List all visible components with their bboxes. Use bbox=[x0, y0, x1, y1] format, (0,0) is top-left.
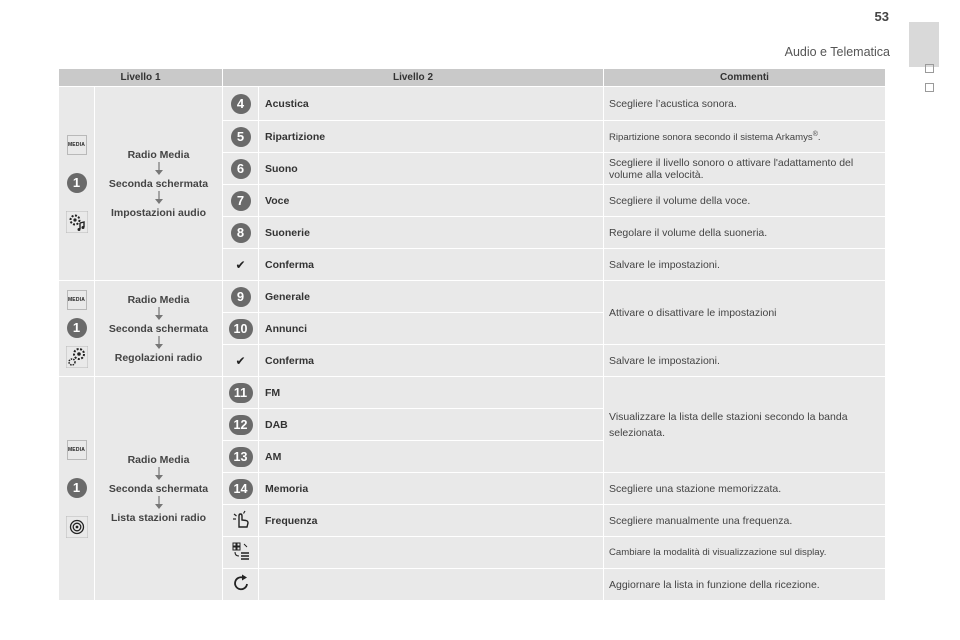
sidebar-square-outline bbox=[925, 83, 934, 92]
function-label: Conferma bbox=[259, 345, 604, 377]
function-label: AM bbox=[259, 441, 604, 473]
function-label: FM bbox=[259, 377, 604, 409]
step-badge: 11 bbox=[229, 383, 253, 403]
down-arrow-icon bbox=[153, 191, 165, 205]
audio-settings-icon bbox=[66, 211, 88, 233]
menu-path bbox=[95, 377, 223, 601]
section-title: Audio e Telematica bbox=[784, 45, 890, 59]
down-arrow-icon bbox=[153, 162, 165, 176]
group-icon-cell bbox=[59, 281, 95, 377]
step-badge: 12 bbox=[229, 415, 253, 435]
path-step: Seconda schermata bbox=[108, 177, 209, 190]
checkmark-icon: ✔ bbox=[235, 353, 246, 368]
group-icon-cell bbox=[59, 87, 95, 281]
path-step: Lista stazioni radio bbox=[110, 511, 207, 524]
comment-text: Salvare le impostazioni. bbox=[604, 249, 886, 281]
path-step: Radio Media bbox=[127, 453, 190, 466]
group-icon-cell bbox=[59, 377, 95, 601]
path-step: Regolazioni radio bbox=[114, 351, 203, 364]
function-label: Annunci bbox=[259, 313, 604, 345]
function-label: Suono bbox=[259, 153, 604, 185]
path-step: Seconda schermata bbox=[108, 482, 209, 495]
checkmark-icon: ✔ bbox=[235, 257, 246, 272]
down-arrow-icon bbox=[153, 307, 165, 321]
path-step: Radio Media bbox=[127, 148, 190, 161]
column-header-level2: Livello 2 bbox=[223, 69, 604, 87]
path-step: Seconda schermata bbox=[108, 322, 209, 335]
station-list-icon bbox=[66, 516, 88, 538]
function-label: Acustica bbox=[259, 87, 604, 121]
settings-table bbox=[58, 68, 886, 601]
down-arrow-icon bbox=[153, 336, 165, 350]
function-label: Frequenza bbox=[259, 505, 604, 537]
comment-text: Scegliere il livello sonoro o attivare l'adattamento del volume alla velocità. bbox=[604, 153, 886, 185]
comment-text: Scegliere manualmente una frequenza. bbox=[604, 505, 886, 537]
column-header-comments: Commenti bbox=[604, 69, 886, 87]
step-badge: 6 bbox=[231, 159, 251, 179]
comment-text: Ripartizione sonora secondo il sistema Arkamys®. bbox=[604, 121, 886, 153]
comment-text: Scegliere il volume della voce. bbox=[604, 185, 886, 217]
down-arrow-icon bbox=[153, 467, 165, 481]
function-label: DAB bbox=[259, 409, 604, 441]
step-badge: 4 bbox=[231, 94, 251, 114]
step-badge: 8 bbox=[231, 223, 251, 243]
function-label: Memoria bbox=[259, 473, 604, 505]
radio-settings-icon bbox=[66, 346, 88, 368]
comment-text: Aggiornare la lista in funzione della ricezione. bbox=[604, 569, 886, 601]
step-badge: 13 bbox=[229, 447, 253, 467]
column-header-level1: Livello 1 bbox=[59, 69, 223, 87]
comment-text: Regolare il volume della suoneria. bbox=[604, 217, 886, 249]
step-badge: 14 bbox=[229, 479, 253, 499]
function-label: Ripartizione bbox=[259, 121, 604, 153]
sidebar-tab bbox=[909, 22, 939, 67]
sidebar-square-outline bbox=[925, 64, 934, 73]
step-badge: 10 bbox=[229, 319, 253, 339]
menu-path bbox=[95, 87, 223, 281]
function-label: Suonerie bbox=[259, 217, 604, 249]
function-label: Voce bbox=[259, 185, 604, 217]
step-badge: 1 bbox=[67, 478, 87, 498]
step-badge: 9 bbox=[231, 287, 251, 307]
comment-text: Scegliere una stazione memorizzata. bbox=[604, 473, 886, 505]
media-icon: MEDIA bbox=[67, 135, 87, 155]
function-label: Conferma bbox=[259, 249, 604, 281]
comment-text: Visualizzare la lista delle stazioni secondo la banda selezionata. bbox=[604, 377, 886, 473]
step-badge: 7 bbox=[231, 191, 251, 211]
media-icon: MEDIA bbox=[67, 440, 87, 460]
comment-text: Attivare o disattivare le impostazioni bbox=[604, 281, 886, 345]
refresh-icon bbox=[230, 572, 252, 594]
media-icon: MEDIA bbox=[67, 290, 87, 310]
comment-text: Cambiare la modalità di visualizzazione sul display. bbox=[604, 537, 886, 569]
touch-hand-icon bbox=[230, 509, 252, 529]
down-arrow-icon bbox=[153, 496, 165, 510]
function-label bbox=[259, 537, 604, 569]
function-label: Generale bbox=[259, 281, 604, 313]
comment-text: Salvare le impostazioni. bbox=[604, 345, 886, 377]
step-badge: 1 bbox=[67, 173, 87, 193]
comment-text: Scegliere l’acustica sonora. bbox=[604, 87, 886, 121]
display-mode-icon bbox=[230, 541, 252, 561]
path-step: Radio Media bbox=[127, 293, 190, 306]
step-badge: 5 bbox=[231, 127, 251, 147]
function-label bbox=[259, 569, 604, 601]
path-step: Impostazioni audio bbox=[110, 206, 207, 219]
step-badge: 1 bbox=[67, 318, 87, 338]
page-number: 53 bbox=[874, 9, 889, 24]
menu-path bbox=[95, 281, 223, 377]
